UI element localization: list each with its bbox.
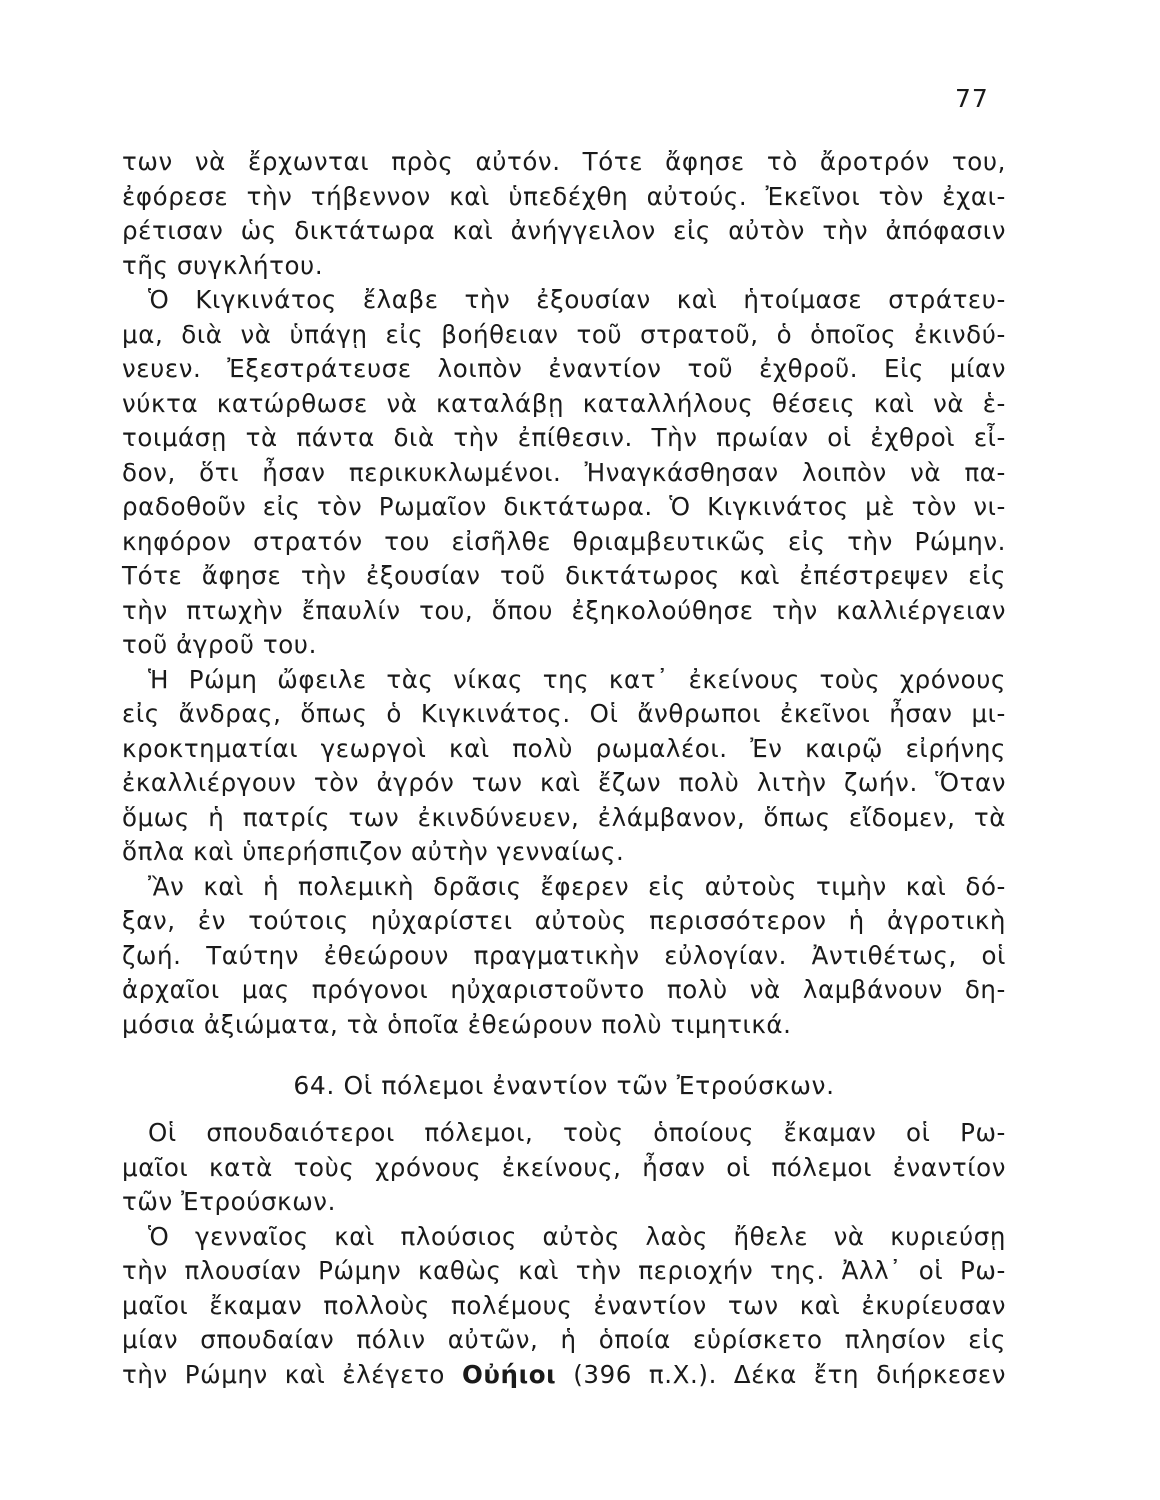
text-segment: τὴν Ρώμην καὶ ἐλέγετο: [122, 1359, 462, 1389]
text-line: τοῦ ἀγροῦ του.: [122, 630, 317, 659]
text-line: νύκτα κατώρθωσε νὰ καταλάβῃ καταλλήλους θέσεις καὶ νὰ ἑ-: [122, 388, 1006, 418]
text-line: Ὁ Κιγκινάτος ἔλαβε τὴν ἐξουσίαν καὶ ἡτοίμασε στράτευ-: [148, 285, 1006, 314]
text-line: τῆς συγκλήτου.: [122, 250, 324, 280]
section-heading: 64. Οἱ πόλεμοι ἐναντίον τῶν Ἐτρούσκων.: [293, 1071, 835, 1100]
text-line: Τότε ἄφησε τὴν ἐξουσίαν τοῦ δικτάτωρος καὶ ἐπέστρεψεν εἰς: [122, 561, 1006, 590]
text-line: Ἡ Ρώμη ὤφειλε τὰς νίκας της κατ᾽ ἐκείνους τοὺς χρόνους: [148, 664, 1006, 694]
text-line: ξαν, ἐν τούτοις ηὐχαρίστει αὐτοὺς περισσότερον ἡ ἀγροτικὴ: [122, 906, 1006, 935]
text-line: ἐφόρεσε τὴν τήβεννον καὶ ὑπεδέχθη αὐτούς. Ἐκεῖνοι τὸν ἐχαι-: [122, 181, 1006, 211]
text-line: Ἂν καὶ ἡ πολεμικὴ δρᾶσις ἔφερεν εἰς αὐτοὺς τιμὴν καὶ δό-: [148, 871, 1006, 901]
text-line: μόσια ἀξιώματα, τὰ ὁποῖα ἐθεώρουν πολὺ τιμητικά.: [122, 1009, 792, 1039]
text-line: κροκτηματίαι γεωργοὶ καὶ πολὺ ρωμαλέοι. Ἐν καιρῷ εἰρήνης: [122, 733, 1006, 763]
text-line: των νὰ ἔρχωνται πρὸς αὐτόν. Τότε ἄφησε τὸ ἄροτρόν του,: [122, 147, 1006, 176]
page-number: 77: [955, 84, 989, 113]
text-line: κηφόρον στρατόν του εἰσῆλθε θριαμβευτικῶς εἰς τὴν Ρώμην.: [122, 526, 1006, 556]
text-line: τῶν Ἐτρούσκων.: [122, 1187, 336, 1216]
text-line: Ὁ γενναῖος καὶ πλούσιος αὐτὸς λαὸς ἤθελε νὰ κυριεύσῃ: [148, 1221, 1006, 1251]
text-line: εἰς ἄνδρας, ὅπως ὁ Κιγκινάτος. Οἱ ἄνθρωποι ἐκεῖνοι ἦσαν μι-: [122, 699, 1006, 728]
text-line: μίαν σπουδαίαν πόλιν αὐτῶν, ἡ ὁποία εὑρίσκετο πλησίον εἰς: [122, 1325, 1006, 1354]
text-line: μα, διὰ νὰ ὑπάγῃ εἰς βοήθειαν τοῦ στρατοῦ, ὁ ὁποῖος ἐκινδύ-: [122, 319, 1006, 349]
text-line: δον, ὅτι ἦσαν περικυκλωμένοι. Ἠναγκάσθησαν λοιπὸν νὰ πα-: [122, 457, 1006, 487]
text-line: Οἱ σπουδαιότεροι πόλεμοι, τοὺς ὁποίους ἔκαμαν οἱ Ρω-: [148, 1118, 1006, 1147]
text-line: ἀρχαῖοι μας πρόγονοι ηὐχαριστοῦντο πολὺ νὰ λαμβάνουν δη-: [122, 975, 1006, 1004]
text-line: νευεν. Ἐξεστράτευσε λοιπὸν ἐναντίον τοῦ ἐχθροῦ. Εἰς μίαν: [122, 354, 1006, 383]
place-name-bold: Οὐήιοι: [461, 1359, 557, 1389]
text-line: ραδοθοῦν εἰς τὸν Ρωμαῖον δικτάτωρα. Ὁ Κιγκινάτος μὲ τὸν νι-: [122, 492, 1006, 521]
text-line: τὴν πτωχὴν ἔπαυλίν του, ὅπου ἐξηκολούθησε τὴν καλλιέργειαν: [122, 595, 1006, 625]
text-line: μαῖοι ἔκαμαν πολλοὺς πολέμους ἐναντίον των καὶ ἐκυρίευσαν: [122, 1290, 1006, 1320]
text-line: ἐκαλλιέργουν τὸν ἀγρόν των καὶ ἔζων πολὺ λιτὴν ζωήν. Ὅταν: [122, 768, 1006, 797]
text-line: ὅμως ἡ πατρίς των ἐκινδύνευεν, ἐλάμβανον, ὅπως εἴδομεν, τὰ: [122, 802, 1006, 832]
text-line-final: [122, 1358, 1006, 1393]
text-line: ζωή. Ταύτην ἐθεώρουν πραγματικὴν εὐλογίαν. Ἀντιθέτως, οἱ: [122, 940, 1006, 970]
text-line: μαῖοι κατὰ τοὺς χρόνους ἐκείνους, ἦσαν οἱ πόλεμοι ἐναντίον: [122, 1152, 1006, 1182]
text-line: ρέτισαν ὡς δικτάτωρα καὶ ἀνήγγειλον εἰς αὐτὸν τὴν ἀπόφασιν: [122, 216, 1006, 245]
text-line: τὴν πλουσίαν Ρώμην καθὼς καὶ τὴν περιοχήν της. Ἀλλ᾽ οἱ Ρω-: [122, 1256, 1006, 1285]
text-segment: (396 π.Χ.). Δέκα ἔτη διήρκεσεν: [556, 1359, 1006, 1389]
text-block-bottom: [122, 1116, 1006, 1392]
text-block-top: [122, 145, 1006, 1042]
text-line: ὅπλα καὶ ὑπερήσπιζον αὐτὴν γενναίως.: [122, 837, 625, 866]
text-line: τοιμάσῃ τὰ πάντα διὰ τὴν ἐπίθεσιν. Τὴν πρωίαν οἱ ἐχθροὶ εἶ-: [122, 423, 1006, 452]
